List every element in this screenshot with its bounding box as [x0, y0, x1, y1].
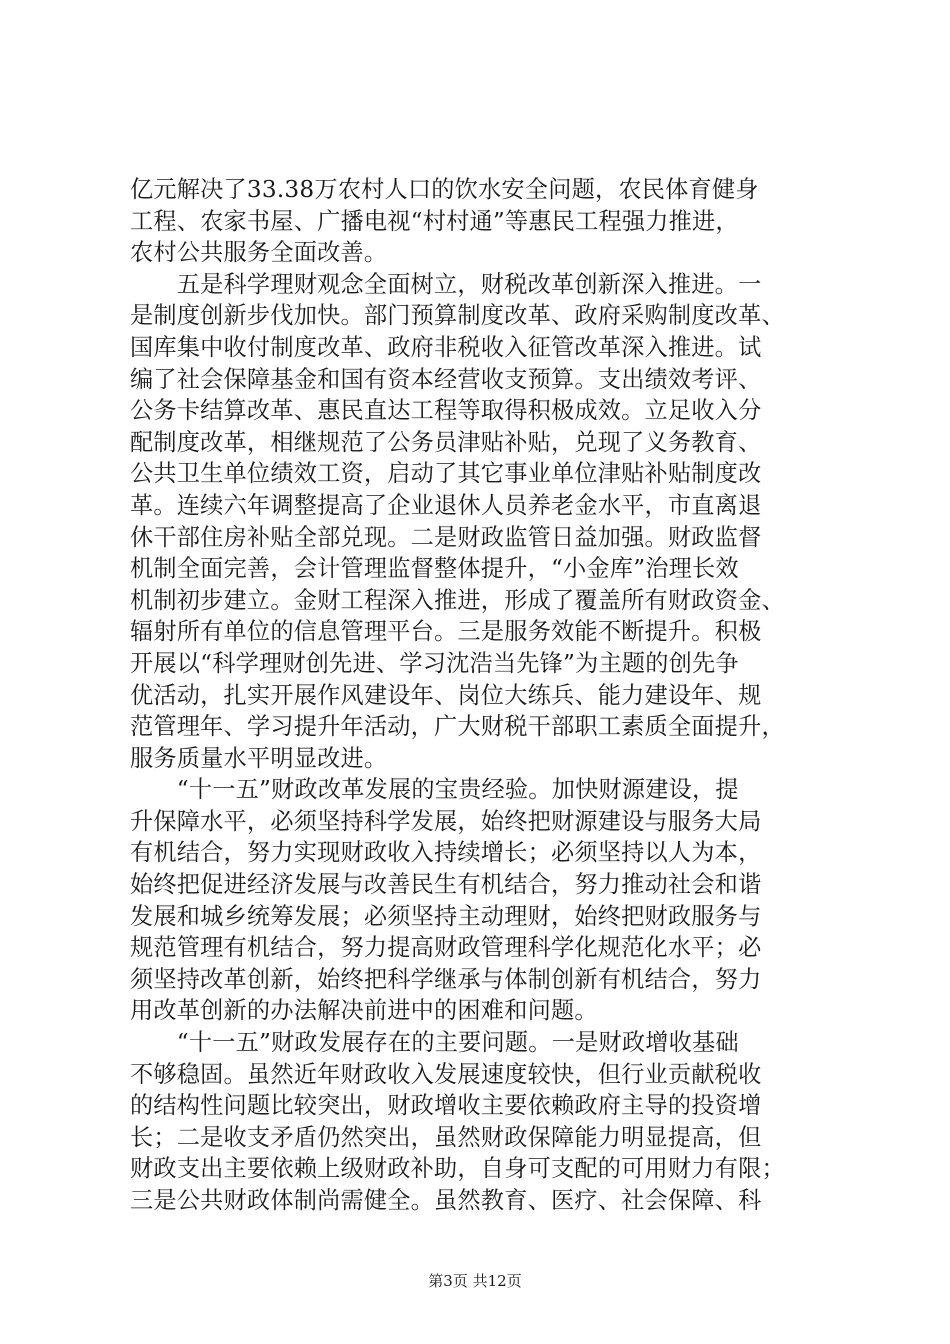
text-line: 长；二是收支矛盾仍然突出，虽然财政保障能力明显提高，但 [130, 1123, 762, 1151]
text-line: 辐射所有单位的信息管理平台。三是服务效能不断提升。积极 [130, 618, 762, 646]
text-line: 机制全面完善，会计管理监督整体提升，“小金库”治理长效 [130, 555, 739, 583]
text-line: 始终把促进经济发展与改善民生有机结合，努力推动社会和谐 [130, 871, 762, 899]
text-line: 升保障水平，必须坚持科学发展，始终把财源建设与服务大局 [130, 807, 762, 835]
text-line: 的结构性问题比较突出，财政增收主要依赖政府主导的投资增 [130, 1092, 762, 1120]
text-line: 公共卫生单位绩效工资，启动了其它事业单位津贴补贴制度改 [130, 460, 762, 488]
text-line: “十一五”财政发展存在的主要问题。一是财政增收基础 [130, 1029, 739, 1057]
text-line: 三是公共财政体制尚需健全。虽然教育、医疗、社会保障、科 [130, 1187, 762, 1214]
page-footer [0, 1271, 950, 1291]
text-line: 财政支出主要依赖上级财政补助，自身可支配的可用财力有限； [130, 1155, 785, 1183]
text-line: 须坚持改革创新，始终把科学继承与体制创新有机结合，努力 [130, 965, 762, 993]
text-line: 是制度创新步伐加快。部门预算制度改革、政府采购制度改革、 [130, 302, 785, 330]
text-line: 五是科学理财观念全面树立，财税改革创新深入推进。一 [130, 270, 762, 298]
text-line: 配制度改革，相继规范了公务员津贴补贴，兑现了义务教育、 [130, 428, 762, 456]
text-line: 范管理年、学习提升年活动，广大财税干部职工素质全面提升， [130, 713, 785, 741]
text-line: 革。连续六年调整提高了企业退休人员养老金水平，市直离退 [130, 491, 762, 519]
body-text [130, 174, 830, 1217]
page-number-label: 第3页 共12页 [428, 1272, 522, 1290]
text-line: 编了社会保障基金和国有资本经营收支预算。支出绩效考评、 [130, 365, 762, 393]
text-line: 开展以“科学理财创先进、学习沈浩当先锋”为主题的创先争 [130, 649, 739, 677]
text-line: 不够稳固。虽然近年财政收入发展速度较快，但行业贡献税收 [130, 1060, 762, 1088]
text-line: 用改革创新的办法解决前进中的困难和问题。 [130, 997, 598, 1025]
text-line: 公务卡结算改革、惠民直达工程等取得积极成效。立足收入分 [130, 397, 762, 425]
text-line: 休干部住房补贴全部兑现。二是财政监管日益加强。财政监督 [130, 523, 762, 551]
text-line: 亿元解决了33.38万农村人口的饮水安全问题，农民体育健身 [130, 176, 759, 203]
text-line: 农村公共服务全面改善。 [130, 239, 388, 267]
text-line: 服务质量水平明显改进。 [130, 744, 388, 772]
text-line: 工程、农家书屋、广播电视“村村通”等惠民工程强力推进， [130, 207, 739, 235]
text-line: 国库集中收付制度改革、政府非税收入征管改革深入推进。试 [130, 333, 762, 361]
text-line: 机制初步建立。金财工程深入推进，形成了覆盖所有财政资金、 [130, 586, 785, 614]
text-line: 发展和城乡统筹发展；必须坚持主动理财，始终把财政服务与 [130, 902, 762, 930]
text-line: 优活动，扎实开展作风建设年、岗位大练兵、能力建设年、规 [130, 681, 762, 709]
text-line: “十一五”财政改革发展的宝贵经验。加快财源建设，提 [130, 776, 739, 804]
text-line: 有机结合，努力实现财政收入持续增长；必须坚持以人为本， [130, 839, 762, 867]
text-line: 规范管理有机结合，努力提高财政管理科学化规范化水平；必 [130, 934, 762, 962]
